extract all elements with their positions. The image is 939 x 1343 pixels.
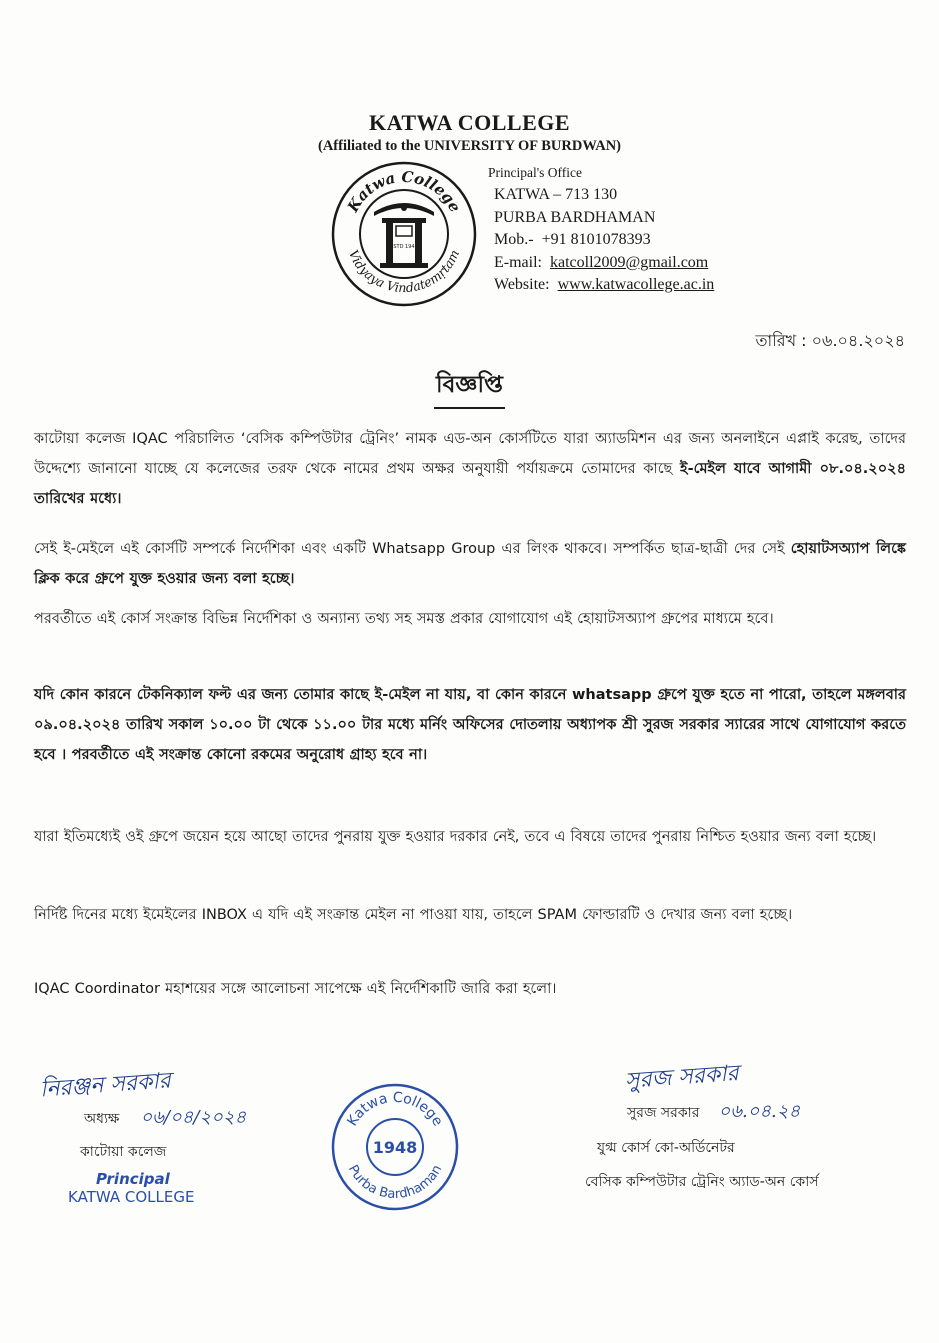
principal-college: কাটোয়া কলেজ — [80, 1144, 167, 1160]
website-link[interactable]: www.katwacollege.ac.in — [557, 276, 715, 293]
principal-signature: নিরঞ্জন সরকার — [39, 1068, 172, 1103]
paragraph-5: যারা ইতিমধ্যেই ওই গ্রুপে জয়েন হয়ে আছো তাদের পুনরায় যুক্ত হওয়ার দরকার নেই, তবে এ বিষয়ে তাদের পুনরায় নিশ্চিত হওয়ার জন্য বলা হচ্ছে। — [34, 829, 877, 845]
logo-estd: ESTD 1948 — [390, 244, 418, 250]
principal-stamp-line-2: KATWA COLLEGE — [68, 1188, 195, 1206]
svg-text:Purba Bardhaman — [345, 1163, 445, 1203]
stamp-ring-bottom: Purba Bardhaman — [344, 1162, 446, 1203]
paragraph-3: পরবর্তীতে এই কোর্স সংক্রান্ত বিভিন্ন নির্দেশিকা ও অন্যান্য তথ্য সহ সমস্ত প্রকার যোগাযোগ এই হোয়াটসঅ্যাপ গ্রুপের মাধ্যমে হবে। — [34, 611, 774, 627]
paragraph-2-bold: হোয়াটসঅ্যাপ লিঙ্কে ক্লিক করে গ্রুপে যুক্ত হওয়ার জন্য বলা হচ্ছে। — [34, 541, 907, 587]
office-title: Principal's Office — [488, 165, 583, 180]
principal-designation: অধ্যক্ষ — [84, 1111, 120, 1127]
email-line — [488, 252, 714, 275]
notice-title-text: বিজ্ঞপ্তি — [434, 366, 505, 409]
coordinator-designation: যুগ্ম কোর্স কো-অর্ডিনেটর — [597, 1140, 735, 1156]
college-logo — [330, 160, 478, 308]
logo-ring-bottom: Vidyaya Vindatemṛtam — [346, 247, 463, 296]
building-emblem-icon — [374, 203, 434, 268]
paragraph-6: নির্দিষ্ট দিনের মধ্যে ইমেইলের INBOX এ যদি এই সংক্রান্ত মেইল না পাওয়া যায়, তাহলে SPAM ফোল্ডারটি ও দেখার জন্য বলা হচ্ছে। — [34, 907, 793, 923]
paragraph-7: IQAC Coordinator মহাশয়ের সঙ্গে আলোচনা সাপেক্ষে এই নির্দেশিকাটি জারি করা হলো। — [34, 981, 557, 997]
coordinator-signature-block — [585, 1060, 905, 1194]
affiliation-line: (Affiliated to the UNIVERSITY OF BURDWAN) — [317, 138, 621, 154]
coordinator-name: সুরজ সরকার — [627, 1105, 700, 1121]
principal-stamp-line-1: Principal — [96, 1170, 170, 1188]
notice-title — [0, 366, 939, 409]
logo-ring-top: Katwa College — [343, 167, 465, 216]
coordinator-course: বেসিক কম্পিউটার ট্রেনিং অ্যাড-অন কোর্স — [585, 1174, 819, 1190]
stamp-year: 1948 — [372, 1138, 418, 1157]
coordinator-signature: সুরজ সরকার — [624, 1061, 740, 1094]
notice-date: তারিখ : ০৬.০৪.২০২৪ — [755, 331, 905, 350]
mobile-number: +91 8101078393 — [541, 231, 651, 248]
principal-signature-date: ০৬/০৪/২০২৪ — [140, 1107, 247, 1128]
mobile-line — [488, 229, 714, 252]
website-line — [488, 274, 714, 297]
address-line-1: KATWA – 713 130 — [494, 186, 618, 203]
email-label: E-mail: — [494, 253, 542, 271]
college-name: KATWA COLLEGE — [368, 110, 571, 135]
paragraph-1-bold: ই-মেইল যাবে আগামী ০৮.০৪.২০২৪ তারিখের মধ্যে। — [34, 461, 906, 507]
paragraph-2-text: সেই ই-মেইলে এই কোর্সটি সম্পর্কে নির্দেশিকা এবং একটি Whatsapp Group এর লিংক থাকবে। সম্পর্কিত ছাত্র-ছাত্রী দের সেই — [34, 541, 791, 557]
paragraph-2 — [34, 534, 906, 594]
office-address-block — [488, 162, 714, 297]
stamp-ring-top: Katwa College — [344, 1089, 446, 1130]
email-link[interactable]: katcoll2009@gmail.com — [549, 253, 709, 271]
coordinator-signature-date: ০৬.০৪.২৪ — [718, 1101, 801, 1122]
paragraph-4: যদি কোন কারনে টেকনিক্যাল ফল্ট এর জন্য তোমার কাছে ই-মেইল না যায়, বা কোন কারনে whatsapp গ্রুপে যুক্ত হতে না পারো, তাহলে মঙ্গলবার ০৯.০৪.২০২৪ তারিখ সকাল ১০.০০ টা থেকে ১১.০০ টার মধ্যে মর্নিং অফিসের দোতলায় অধ্যাপক শ্রী সুরজ সরকার স্যারের সাথে যোগাযোগ করতে হবে । পরবর্তীতে এই সংক্রান্ত কোনো রকমের অনুরোধ গ্রাহ্য হবে না। — [34, 687, 906, 763]
principal-signature-block — [40, 1068, 246, 1206]
college-round-stamp — [330, 1082, 460, 1212]
svg-text:Vidyaya Vindatemṛtam — [346, 247, 462, 295]
website-label: Website: — [494, 276, 550, 293]
paragraph-1 — [34, 424, 906, 514]
paragraph-1-text: কাটোয়া কলেজ IQAC পরিচালিত ‘বেসিক কম্পিউটার ট্রেনিং’ নামক এড-অন কোর্সটিতে যারা অ্যাডমিশন এর জন্য অনলাইনে এপ্লাই করেছ, তাদের উদ্দেশ্যে জানানো যাচ্ছে যে কলেজের তরফ থেকে নামের প্রথম অক্ষর অনুযায়ী পর্যায়ক্রমে তোমাদের কাছে — [34, 431, 906, 477]
address-line-2: PURBA BARDHAMAN — [494, 208, 656, 226]
mobile-label: Mob.- — [494, 231, 534, 248]
